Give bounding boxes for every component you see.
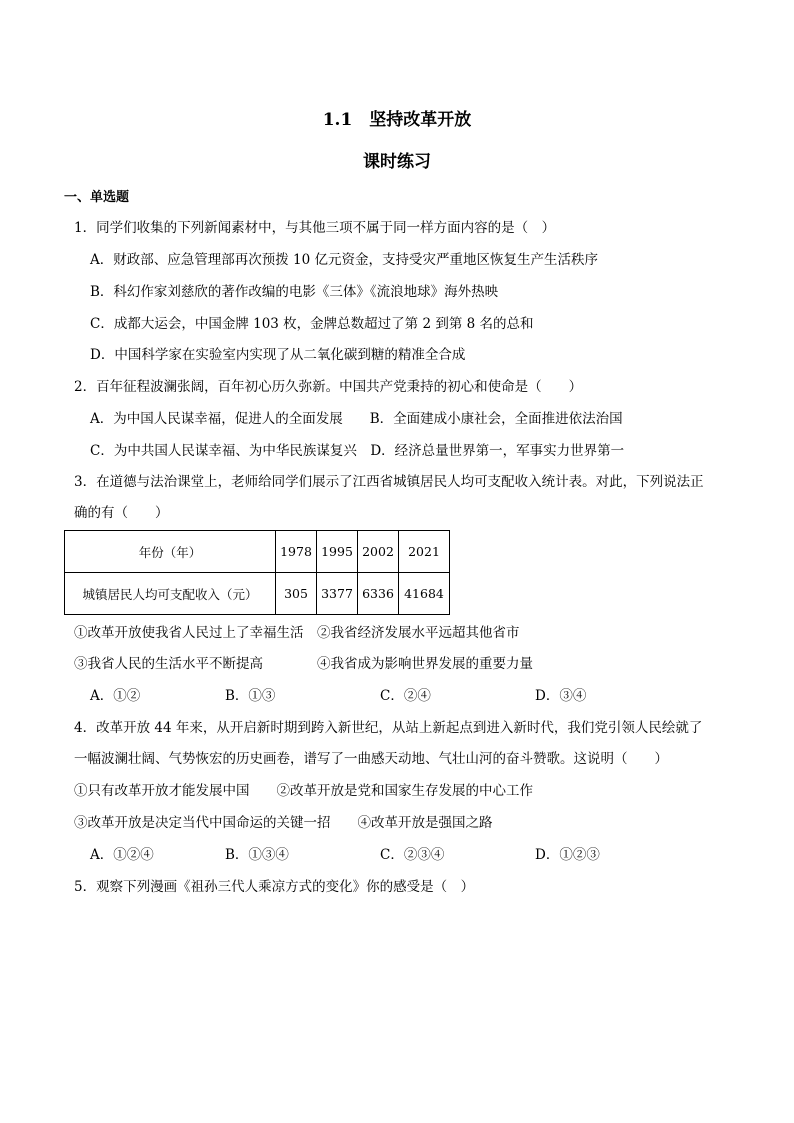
q3-option-b: B．①③: [225, 688, 276, 704]
q3-stem-line1: 3．在道德与法治课堂上，老师给同学们展示了江西省城镇居民人均可支配收入统计表。对此，下列说法正: [74, 474, 704, 490]
q3-option-d: D．③④: [535, 688, 587, 704]
q1-stem: 1．同学们收集的下列新闻素材中，与其他三项不属于同一样方面内容的是（ ）: [74, 220, 556, 236]
q4-statements-34: ③改革开放是决定当代中国命运的关键一招 ④改革开放是强国之路: [74, 815, 493, 831]
q2-options-cd: C．为中共国人民谋幸福、为中华民族谋复兴 D．经济总量世界第一，军事实力世界第一: [90, 443, 625, 459]
table-header-cell: 2021: [399, 531, 450, 573]
q1-option-c: C．成都大运会，中国金牌 103 枚，金牌总数超过了第 2 到第 8 名的总和: [90, 316, 534, 332]
table-header-cell: 2002: [358, 531, 399, 573]
page-title: 1.1 坚持改革开放: [322, 110, 472, 130]
q4-option-c: C．②③④: [380, 847, 445, 863]
table-header-cell: 1995: [317, 531, 358, 573]
q1-option-b: B．科幻作家刘慈欣的著作改编的电影《三体》《流浪地球》海外热映: [90, 284, 499, 300]
q2-stem: 2．百年征程波澜张阔，百年初心历久弥新。中国共产党秉持的初心和使命是（ ）: [74, 379, 583, 395]
table-cell: 6336: [358, 573, 399, 615]
q4-stem-line1: 4．改革开放 44 年来，从开启新时期到跨入新世纪，从站上新起点到进入新时代，我们党引领人民绘就了: [74, 720, 703, 736]
q3-statements-12: ①改革开放使我省人民过上了幸福生活 ②我省经济发展水平远超其他省市: [74, 625, 520, 641]
q2-options-ab: A．为中国人民谋幸福，促进人的全面发展 B．全面建成小康社会，全面推进依法治国: [90, 411, 623, 427]
q4-option-a: A．①②④: [90, 847, 154, 863]
section-heading: 一、单选题: [64, 190, 130, 205]
table-cell: 3377: [317, 573, 358, 615]
q4-stem-line2: 一幅波澜壮阔、气势恢宏的历史画卷，谱写了一曲感天动地、气壮山河的奋斗赞歌。这说明（ ）: [74, 751, 668, 767]
q3-stem-line2: 确的有（ ）: [74, 505, 169, 521]
q3-statements-34: ③我省人民的生活水平不断提高 ④我省成为影响世界发展的重要力量: [74, 656, 533, 672]
q1-option-d: D．中国科学家在实验室内实现了从二氧化碳到糖的精准全合成: [90, 347, 466, 363]
q3-option-c: C．②④: [380, 688, 431, 704]
q3-option-a: A．①②: [90, 688, 141, 704]
page-subtitle: 课时练习: [363, 152, 431, 172]
table-cell: 41684: [399, 573, 450, 615]
q4-option-d: D．①②③: [535, 847, 600, 863]
table-row: [65, 531, 450, 573]
table-cell: 城镇居民人均可支配收入（元）: [65, 573, 276, 615]
table-header-cell: 1978: [276, 531, 317, 573]
income-table: [64, 530, 450, 615]
q4-option-b: B．①③④: [225, 847, 289, 863]
q4-statements-12: ①只有改革开放才能发展中国 ②改革开放是党和国家生存发展的中心工作: [74, 783, 533, 799]
table-cell: 305: [276, 573, 317, 615]
q1-option-a: A．财政部、应急管理部再次预拨 10 亿元资金，支持受灾严重地区恢复生产生活秩序: [90, 252, 599, 268]
q5-stem: 5．观察下列漫画《祖孙三代人乘凉方式的变化》你的感受是（ ）: [74, 879, 475, 895]
table-row: [65, 573, 450, 615]
table-header-cell: 年份（年）: [65, 531, 276, 573]
